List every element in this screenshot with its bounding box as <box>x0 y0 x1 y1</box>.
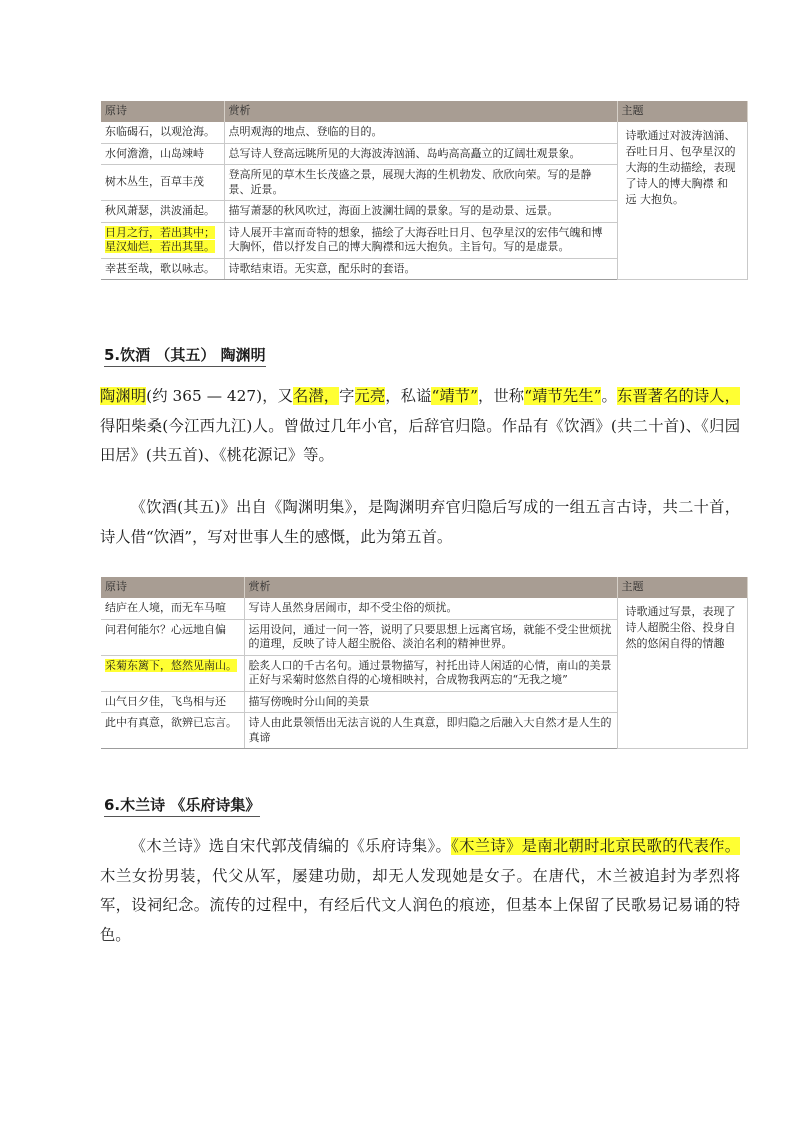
theme-cell: 诗歌通过对波涛汹涌、吞吐日月、包孕星汉的大海的生动描绘，表现了诗人的博大胸襟 和远 大抱负。 <box>617 122 747 280</box>
header-theme: 主题 <box>617 577 747 598</box>
section-6-title: 6.木兰诗 《乐府诗集》 <box>104 794 260 817</box>
analysis-cell: 运用设问，通过一问一答，说明了只要思想上远离官场，就能不受尘世烦扰的道理，反映了诗人超尘脱俗、淡泊名利的精神世界。 <box>244 619 617 655</box>
header-analysis: 赏析 <box>224 101 617 122</box>
header-poem: 原诗 <box>101 577 244 598</box>
header-theme: 主题 <box>617 101 747 122</box>
poem-cell: 山气日夕佳，飞鸟相与还 <box>101 691 244 713</box>
table-row <box>101 598 747 619</box>
poem-cell <box>101 222 224 258</box>
theme-cell: 诗歌通过写景，表现了诗人超脱尘俗、投身自然的悠闲自得的情趣 <box>617 598 747 749</box>
poem-cell: 幸甚至哉，歌以咏志。 <box>101 258 224 280</box>
poem-cell: 问君何能尔？心远地自偏 <box>101 619 244 655</box>
analysis-cell: 脍炙人口的千古名句。通过景物描写，衬托出诗人闲适的心情，南山的美景正好与采菊时悠然自得的心境相映衬，合成物我两忘的“无我之境” <box>244 655 617 691</box>
poem-cell: 树木丛生，百草丰茂 <box>101 165 224 201</box>
table-row <box>101 122 747 143</box>
header-analysis: 赏析 <box>244 577 617 598</box>
poem-analysis-table-2 <box>101 577 748 749</box>
analysis-cell: 总写诗人登高远眺所见的大海波涛汹涌、岛屿高高矗立的辽阔壮观景象。 <box>224 143 617 165</box>
analysis-cell: 诗歌结束语。无实意，配乐时的套语。 <box>224 258 617 280</box>
poem-cell <box>101 655 244 691</box>
table-header-row <box>101 101 747 122</box>
section-5-title: 5.饮酒 （其五） 陶渊明 <box>104 344 266 367</box>
highlighted-poem: 日月之行，若出其中；星汉灿烂，若出其里。 <box>105 225 215 253</box>
poem-cell: 东临碣石，以观沧海。 <box>101 122 224 143</box>
analysis-cell: 描写萧瑟的秋风吹过，海面上波澜壮阔的景象。写的是动景、远景。 <box>224 201 617 223</box>
header-poem: 原诗 <box>101 101 224 122</box>
analysis-cell: 写诗人虽然身居闹市，却不受尘俗的烦扰。 <box>244 598 617 619</box>
analysis-cell: 点明观海的地点、登临的目的。 <box>224 122 617 143</box>
poem-cell: 此中有真意，欲辨已忘言。 <box>101 713 244 749</box>
section-5-paragraph-1: 陶渊明(约 365 — 427)，又名潜，字元亮，私谥“靖节”，世称“靖节先生”。东晋著名的诗人，得阳柴桑(今江西九江)人。曾做过几年小官，后辞官归隐。作品有《饮酒》(共二十首)、《归园田居》(共五首)、《桃花源记》等。 <box>100 387 740 464</box>
section-5-paragraph-2: 《饮酒(其五)》出自《陶渊明集》，是陶渊明弃官归隐后写成的一组五言古诗，共二十首，诗人借“饮酒”，写对世事人生的感慨，此为第五首。 <box>100 498 740 546</box>
analysis-cell: 诗人展开丰富而奇特的想象，描绘了大海吞吐日月、包孕星汉的宏伟气魄和博大胸怀，借以抒发自己的博大胸襟和远大抱负。主旨句。写的是虚景。 <box>224 222 617 258</box>
analysis-cell: 诗人由此景领悟出无法言说的人生真意，即归隐之后融入大自然才是人生的真谛 <box>244 713 617 749</box>
table-header-row <box>101 577 747 598</box>
poem-analysis-table-1 <box>101 101 748 280</box>
analysis-cell: 登高所见的草木生长茂盛之景，展现大海的生机勃发、欣欣向荣。写的是静景、近景。 <box>224 165 617 201</box>
poem-cell: 水何澹澹，山岛竦峙 <box>101 143 224 165</box>
poem-cell: 秋风萧瑟，洪波涌起。 <box>101 201 224 223</box>
analysis-cell: 描写傍晚时分山间的美景 <box>244 691 617 713</box>
poem-cell: 结庐在人境，而无车马喧 <box>101 598 244 619</box>
highlighted-poem: 采菊东篱下，悠然见南山。 <box>105 658 237 672</box>
section-6-paragraph: 《木兰诗》选自宋代郭茂倩编的《乐府诗集》。《木兰诗》是南北朝时北京民歌的代表作。木兰女扮男装，代父从军，屡建功勋，却无人发现她是女子。在唐代，木兰被追封为孝烈将军，设祠纪念。流传的过程中，有经后代文人润色的痕迹，但基本上保留了民歌易记易诵的特色。 <box>100 837 740 944</box>
